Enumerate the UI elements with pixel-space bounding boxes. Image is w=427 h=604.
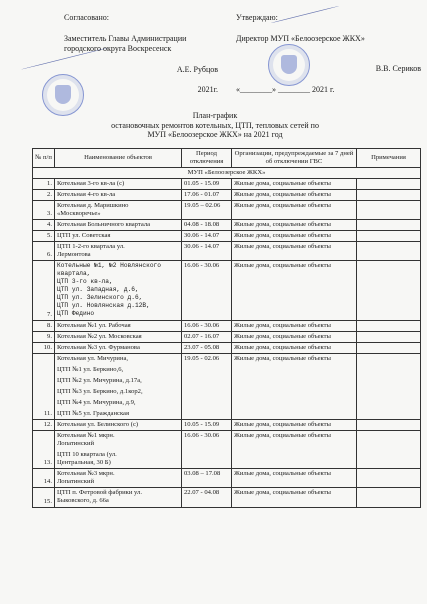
- notes-cell: [357, 488, 421, 508]
- shutdown-period: 19.05 - 02.06: [182, 354, 232, 420]
- section-row: МУП «Белоозерское ЖКХ»: [33, 168, 421, 179]
- notes-cell: [357, 343, 421, 354]
- row-number: 9.: [33, 332, 55, 343]
- object-name-line: Котельная №1 ул. Рабочая: [57, 322, 131, 329]
- object-name: [55, 343, 182, 354]
- header-period: Период отключения: [182, 149, 232, 168]
- object-name-line: ЦТП ул. Советская: [57, 232, 111, 239]
- notified-organizations: Жилые дома, социальные объекты: [232, 179, 357, 190]
- notified-organizations: Жилые дома, социальные объекты: [232, 242, 357, 261]
- notes-cell: [357, 201, 421, 220]
- shutdown-period: 19.05 – 02.06: [182, 201, 232, 220]
- table-row: [33, 242, 421, 261]
- object-name-line: Лермонтова: [57, 251, 91, 258]
- notes-cell: [357, 220, 421, 231]
- notes-cell: [357, 321, 421, 332]
- notified-organizations: Жилые дома, социальные объекты: [232, 431, 357, 469]
- row-number: 3.: [33, 201, 55, 220]
- row-number: 12.: [33, 420, 55, 431]
- notified-organizations: Жилые дома, социальные объекты: [232, 261, 357, 321]
- shutdown-period: 16.06 - 30.06: [182, 261, 232, 321]
- notified-organizations: Жилые дома, социальные объекты: [232, 201, 357, 220]
- notified-organizations: Жилые дома, социальные объекты: [232, 343, 357, 354]
- approval-heading: Согласовано:: [64, 13, 110, 22]
- row-number: 8.: [33, 321, 55, 332]
- row-number: 15.: [33, 488, 55, 508]
- header-num: № п/п: [33, 149, 55, 168]
- table-row: [33, 179, 421, 190]
- approval-block-left: [64, 13, 224, 96]
- table-row: [33, 231, 421, 242]
- object-name-line: Быковского, д. 66а: [57, 497, 109, 504]
- object-name-line: Котельные №1, №2 Новлянского: [57, 262, 161, 269]
- header-orgs: Организации, предупреждаемые за 7 дней об отключении ГВС: [232, 149, 357, 168]
- notified-organizations: Жилые дома, социальные объекты: [232, 420, 357, 431]
- approval-position: Заместитель Главы Администрации: [64, 33, 187, 43]
- object-name: [55, 179, 182, 190]
- shutdown-period: 04.08 - 18.08: [182, 220, 232, 231]
- notes-cell: [357, 231, 421, 242]
- notes-cell: [357, 469, 421, 488]
- object-name-line: Котельная Больничного квартала: [57, 221, 151, 228]
- row-number: 14.: [33, 469, 55, 488]
- table-header-row: [33, 149, 421, 168]
- notified-organizations: Жилые дома, социальные объекты: [232, 488, 357, 508]
- shutdown-period: 23.07 - 05.08: [182, 343, 232, 354]
- object-name-line: ЦТП №4 ул. Мичурина, д.9,: [57, 399, 136, 406]
- document-title: План-график остановочных ремонтов котельных, ЦТП, тепловых сетей по МУП «Белоозерское ЖКХ» на 2021 год: [111, 111, 319, 139]
- notified-organizations: Жилые дома, социальные объекты: [232, 321, 357, 332]
- notified-organizations: Жилые дома, социальные объекты: [232, 220, 357, 231]
- object-name-line: Котельная №3 ул. Фурманова: [57, 344, 140, 351]
- table-row: [33, 332, 421, 343]
- object-name-line: Лопатинский: [57, 440, 95, 447]
- notified-organizations: Жилые дома, социальные объекты: [232, 332, 357, 343]
- row-number: 13.: [33, 431, 55, 469]
- object-name-line: квартала,: [57, 270, 91, 277]
- object-name: [55, 332, 182, 343]
- row-number: 2.: [33, 190, 55, 201]
- object-name-line: Котельная 3-го кв-ла (с): [57, 180, 125, 187]
- object-name-line: ЦТП Федино: [57, 310, 95, 317]
- row-number: 10.: [33, 343, 55, 354]
- object-name: [55, 420, 182, 431]
- object-name: [55, 488, 182, 508]
- table-row: [33, 321, 421, 332]
- notes-cell: [357, 261, 421, 321]
- object-name: [55, 354, 182, 420]
- notified-organizations: Жилые дома, социальные объекты: [232, 231, 357, 242]
- object-name-line: Центральная, 30 Б): [57, 459, 111, 466]
- shutdown-period: 03.08 – 17.08: [182, 469, 232, 488]
- header-notes: Примечания: [357, 149, 421, 168]
- object-name-line: Котельная ул. Мичурина,: [57, 355, 129, 362]
- table-row: [33, 220, 421, 231]
- notified-organizations: Жилые дома, социальные объекты: [232, 354, 357, 420]
- object-name-line: ЦТП №2 ул. Мичурина, д.17а,: [57, 377, 142, 384]
- table-row: [33, 343, 421, 354]
- object-name-line: ЦТП ул. Западная, д.6,: [57, 286, 139, 293]
- shutdown-period: 30.06 - 14.07: [182, 231, 232, 242]
- row-number: 11.: [33, 354, 55, 420]
- shutdown-period: 02.07 - 16.07: [182, 332, 232, 343]
- object-name: [55, 469, 182, 488]
- notes-cell: [357, 242, 421, 261]
- table-row: [33, 469, 421, 488]
- table-row: [33, 261, 421, 321]
- notes-cell: [357, 354, 421, 420]
- row-number: 6.: [33, 242, 55, 261]
- object-name-line: Котельная №1 мкрн.: [57, 432, 115, 439]
- object-name: [55, 321, 182, 332]
- object-name-line: ЦТП ул. Новлянская д.12В,: [57, 302, 150, 309]
- approval-organization: городского округа Воскресенск: [64, 44, 172, 53]
- object-name-line: ЦТП п. Фетровой фабрики ул.: [57, 489, 142, 496]
- official-stamp-left: [42, 74, 84, 116]
- object-name-line: Лопатинский: [57, 478, 95, 485]
- approval-date: 2021г.: [197, 85, 218, 94]
- object-name-line: ЦТП 10 квартала (ул.: [57, 451, 117, 458]
- shutdown-period: 22.07 - 04.08: [182, 488, 232, 508]
- object-name-line: ЦТП ул. Зелинского д.6,: [57, 294, 143, 301]
- table-row: [33, 488, 421, 508]
- notified-organizations: Жилые дома, социальные объекты: [232, 190, 357, 201]
- table-row: [33, 354, 421, 420]
- object-name-line: Котельная ул. Белинского (с): [57, 421, 139, 428]
- object-name-line: ЦТП №5 ул. Гражданская: [57, 410, 130, 417]
- row-number: 5.: [33, 231, 55, 242]
- shutdown-period: 01.05 - 15.09: [182, 179, 232, 190]
- shutdown-period: 10.05 - 15.09: [182, 420, 232, 431]
- approval-heading: Утверждаю:: [236, 13, 278, 22]
- notes-cell: [357, 332, 421, 343]
- object-name-line: Котельная №2 ул. Московская: [57, 333, 142, 340]
- object-name: [55, 431, 182, 469]
- notified-organizations: Жилые дома, социальные объекты: [232, 469, 357, 488]
- shutdown-period: 16.06 - 30.06: [182, 321, 232, 332]
- object-name: [55, 231, 182, 242]
- approval-block-right: [236, 13, 421, 95]
- object-name: [55, 190, 182, 201]
- row-number: 4.: [33, 220, 55, 231]
- notes-cell: [357, 179, 421, 190]
- object-name-line: ЦТП 1-2-го квартала ул.: [57, 243, 125, 250]
- shutdown-period: 17.06 - 01.07: [182, 190, 232, 201]
- table-row: [33, 431, 421, 469]
- notes-cell: [357, 431, 421, 469]
- shutdown-period: 16.06 - 30.06: [182, 431, 232, 469]
- object-name-line: ЦТП 3-го кв-ла,: [57, 278, 113, 285]
- object-name-line: ЦТП №1 ул. Беркино,6,: [57, 366, 124, 373]
- row-number: 7.: [33, 261, 55, 321]
- object-name: [55, 201, 182, 220]
- approval-signer: А.Е. Рубцов: [176, 64, 218, 74]
- object-name: [55, 220, 182, 231]
- shutdown-period: 30.06 - 14.07: [182, 242, 232, 261]
- table-row: [33, 201, 421, 220]
- object-name-line: Котельная д. Маришкино: [57, 202, 129, 209]
- official-stamp-right: [268, 44, 310, 86]
- approval-date: «________» ________ 2021 г.: [236, 84, 335, 94]
- object-name-line: Котельная №3 мкрн.: [57, 470, 115, 477]
- table-row: [33, 420, 421, 431]
- object-name-line: ЦТП №3 ул. Беркино, д.1кор2,: [57, 388, 143, 395]
- object-name: [55, 242, 182, 261]
- object-name-line: Котельная 4-го кв-ла: [57, 191, 116, 198]
- row-number: 1.: [33, 179, 55, 190]
- schedule-table: [32, 148, 421, 508]
- header-name: Наименование объектов: [55, 149, 182, 168]
- notes-cell: [357, 420, 421, 431]
- object-name: [55, 261, 182, 321]
- notes-cell: [357, 190, 421, 201]
- object-name-line: «Москворечье»: [57, 210, 101, 217]
- approval-signer: В.В. Сериков: [375, 64, 421, 73]
- approval-position: Директор МУП «Белоозерское ЖКХ»: [236, 33, 365, 43]
- table-row: [33, 190, 421, 201]
